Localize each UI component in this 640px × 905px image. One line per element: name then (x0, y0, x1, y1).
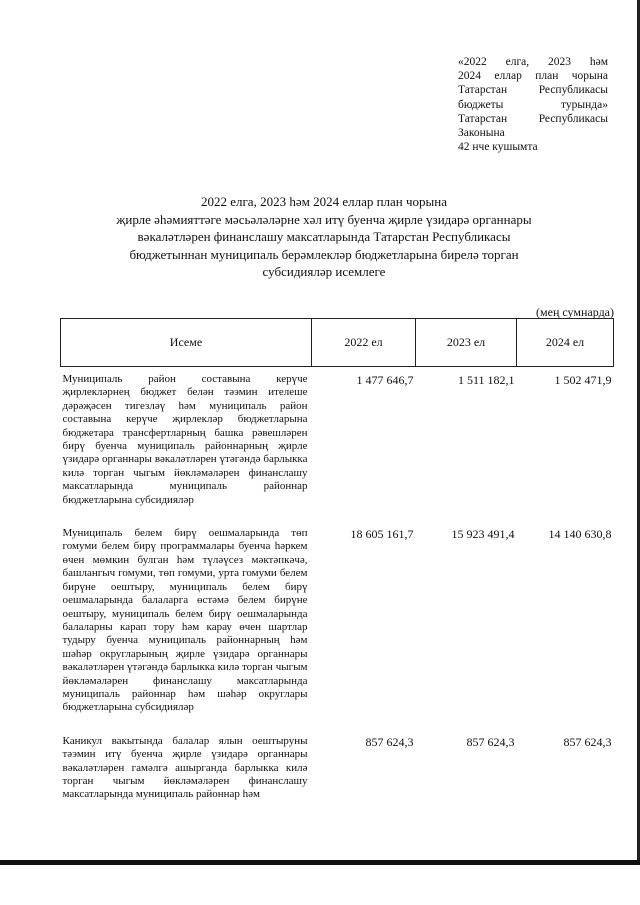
appendix-note-line: бюджеты турында» (458, 98, 608, 111)
subsidies-table (60, 318, 614, 816)
row-name: Муниципаль район составына керүче җирлекләрнең бюджет белән тәэмин ителеше дәрәҗәсен тигезләү һәм муниципаль район составына керүче җирлекләр бюджетларына бюджетара трансфертларның башка рәвешләрен бирү буенча муниципаль районнарның җирле үзидарә органнары вәкаләтләрен үтәгәндә барлыкка килә торган чыгым йөкләмәләрен финанслашу максатларында муниципаль районнар бюджетларына субсидияләр (62, 373, 308, 506)
row-name: Муниципаль белем бирү оешмаларында төп гомуми белем бирү программалары буенча һәркем өчен мөмкин булган һәм түләүсез мәктәпкәчә, башлангыч гомуми, төп гомуми, урта гомуми белем бирүне оештыру, муниципаль белем бирү оешмаларында балаларга өстәмә белем бирүне оештыру, муниципаль белем бирү оешмаларында балаларны карап тору һәм карау өчен шартлар тудыру буенча муниципаль районнарның һәм шәһәр округларының җирле үзидарә органнары вәкаләтләрен үтәгәндә барлыкка килә торган чыгым йөкләмәләрен финанслашу максатларында муниципаль районнар һәм шәһәр округлары бюджетларына субсидияләр (62, 527, 308, 714)
header-name: Исеме (61, 319, 312, 367)
header-2024: 2024 ел (517, 319, 614, 367)
title-line: бюджетыннан муниципаль берәмлекләр бюджетларына бирелә торган (129, 246, 519, 262)
page-edge-bottom (0, 860, 640, 865)
header-2022: 2022 ел (312, 319, 416, 367)
appendix-note (458, 55, 608, 154)
title-line: вәкаләтләрен финанслашу максатларында Татарстан Республикасы (137, 229, 511, 244)
row-value-2024: 857 624,3 (563, 734, 612, 749)
table-row (61, 729, 614, 816)
appendix-note-line: Татарстан Республикасы (458, 84, 608, 97)
row-value-2023: 857 624,3 (466, 734, 515, 749)
row-value-2022: 857 624,3 (365, 734, 414, 749)
row-value-2022: 18 605 161,7 (350, 527, 414, 542)
title-line: җирле әһәмияттәге мәсьәләләрне хәл итү буенча җирле үзидарә органнары (116, 211, 532, 227)
units-label: (мең сумнарда) (536, 305, 614, 319)
appendix-note-line: 2024 еллар план чорына (458, 70, 608, 83)
appendix-note-line: «2022 елга, 2023 һәм (458, 56, 608, 68)
appendix-note-line: Татарстан Республикасы (458, 112, 608, 125)
title-line: 2022 елга, 2023 һәм 2024 еллар план чорына (200, 194, 448, 209)
title-line: субсидияләр исемлеге (262, 264, 386, 279)
row-value-2022: 1 477 646,7 (356, 373, 414, 387)
appendix-note-line: 42 нче кушымта (458, 141, 538, 154)
row-name: Каникул вакытында балалар ялын оештыруны тәэмин итү буенча җирле үзидарә органнары вәкаләтләрен гамәлгә ашырганда барлыкка килә торган чыгым йөкләмәләрен финанслашу максатларында муниципаль районнар һәм (62, 734, 308, 801)
row-value-2023: 15 923 491,4 (451, 527, 515, 542)
table-row (61, 521, 614, 729)
table-header-row (61, 319, 614, 367)
row-value-2024: 1 502 471,9 (554, 373, 612, 387)
row-value-2024: 14 140 630,8 (548, 527, 612, 542)
header-2023: 2023 ел (416, 319, 517, 367)
table-row (61, 367, 614, 522)
appendix-note-line: Законына (458, 127, 505, 140)
document-title (96, 193, 552, 281)
row-value-2023: 1 511 182,1 (457, 373, 515, 387)
